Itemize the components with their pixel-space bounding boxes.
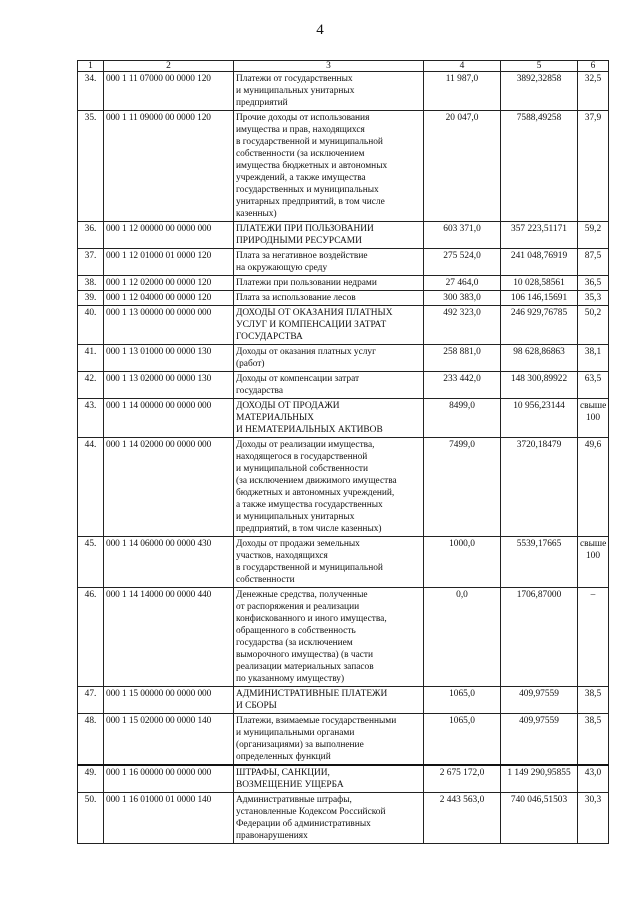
planned-amount: 1065,0: [424, 714, 501, 766]
planned-amount: 2 443 563,0: [424, 793, 501, 844]
percent-executed: 38,5: [578, 714, 609, 766]
revenue-name: Прочие доходы от использования имущества и прав, находящихся в государственной и муниципальной собственности (за исключением имущества бюджетных и автономных учреждений, а также имущества государственных и муниципальных унитарных предприятий, в том числе казенных): [234, 111, 424, 222]
table-row: [78, 276, 609, 291]
budget-code: 000 1 14 00000 00 0000 000: [104, 399, 234, 438]
budget-code: 000 1 12 00000 00 0000 000: [104, 222, 234, 249]
row-number: 46.: [78, 588, 104, 687]
row-number: 36.: [78, 222, 104, 249]
percent-executed: 30,3: [578, 793, 609, 844]
percent-executed: 43,0: [578, 765, 609, 793]
planned-amount: 11 987,0: [424, 72, 501, 111]
header-row: [78, 61, 609, 72]
percent-executed: 38,5: [578, 687, 609, 714]
table-row: [78, 111, 609, 222]
column-header: 3: [234, 61, 424, 72]
row-number: 44.: [78, 438, 104, 537]
actual-amount: 10 028,58561: [501, 276, 578, 291]
actual-amount: 10 956,23144: [501, 399, 578, 438]
actual-amount: 3720,18479: [501, 438, 578, 537]
actual-amount: 246 929,76785: [501, 306, 578, 345]
column-header: 2: [104, 61, 234, 72]
budget-code: 000 1 12 02000 00 0000 120: [104, 276, 234, 291]
percent-executed: 35,3: [578, 291, 609, 306]
row-number: 38.: [78, 276, 104, 291]
actual-amount: 106 146,15691: [501, 291, 578, 306]
row-number: 41.: [78, 345, 104, 372]
table-row: [78, 372, 609, 399]
percent-executed: 38,1: [578, 345, 609, 372]
table-row: [78, 306, 609, 345]
actual-amount: 740 046,51503: [501, 793, 578, 844]
planned-amount: 258 881,0: [424, 345, 501, 372]
budget-code: 000 1 11 09000 00 0000 120: [104, 111, 234, 222]
column-header: 6: [578, 61, 609, 72]
budget-code: 000 1 11 07000 00 0000 120: [104, 72, 234, 111]
table-row: [78, 537, 609, 588]
row-number: 40.: [78, 306, 104, 345]
planned-amount: 1065,0: [424, 687, 501, 714]
actual-amount: 148 300,89922: [501, 372, 578, 399]
revenue-name: Доходы от реализации имущества, находящегося в государственной и муниципальной собственности (за исключением движимого имущества бюджетных и автономных учреждений, а также имущества государственных и муниципальных унитарных предприятий, в том числе казенных): [234, 438, 424, 537]
actual-amount: 3892,32858: [501, 72, 578, 111]
revenue-name: Административные штрафы, установленные Кодексом Российской Федерации об административных правонарушениях: [234, 793, 424, 844]
budget-code: 000 1 12 01000 01 0000 120: [104, 249, 234, 276]
table-row: [78, 714, 609, 766]
budget-code: 000 1 15 00000 00 0000 000: [104, 687, 234, 714]
planned-amount: 20 047,0: [424, 111, 501, 222]
revenue-name: ШТРАФЫ, САНКЦИИ, ВОЗМЕЩЕНИЕ УЩЕРБА: [234, 765, 424, 793]
row-number: 47.: [78, 687, 104, 714]
planned-amount: 300 383,0: [424, 291, 501, 306]
planned-amount: 603 371,0: [424, 222, 501, 249]
percent-executed: 59,2: [578, 222, 609, 249]
percent-executed: 36,5: [578, 276, 609, 291]
table-row: [78, 291, 609, 306]
actual-amount: 7588,49258: [501, 111, 578, 222]
row-number: 34.: [78, 72, 104, 111]
revenue-name: Доходы от компенсации затрат государства: [234, 372, 424, 399]
revenue-name: ДОХОДЫ ОТ ОКАЗАНИЯ ПЛАТНЫХ УСЛУГ И КОМПЕНСАЦИИ ЗАТРАТ ГОСУДАРСТВА: [234, 306, 424, 345]
table-row: [78, 249, 609, 276]
planned-amount: 275 524,0: [424, 249, 501, 276]
table-row: [78, 345, 609, 372]
row-number: 42.: [78, 372, 104, 399]
percent-executed: 49,6: [578, 438, 609, 537]
budget-code: 000 1 16 00000 00 0000 000: [104, 765, 234, 793]
percent-executed: свыше 100: [578, 399, 609, 438]
revenue-name: Денежные средства, полученные от распоряжения и реализации конфискованного и иного имущества, обращенного в собственность государства (за исключением выморочного имущества) (в части реализации материальных запасов по указанному имуществу): [234, 588, 424, 687]
revenue-name: Доходы от оказания платных услуг (работ): [234, 345, 424, 372]
budget-code: 000 1 14 14000 00 0000 440: [104, 588, 234, 687]
row-number: 35.: [78, 111, 104, 222]
column-header: 1: [78, 61, 104, 72]
budget-code: 000 1 13 02000 00 0000 130: [104, 372, 234, 399]
actual-amount: 409,97559: [501, 687, 578, 714]
revenue-name: Платежи при пользовании недрами: [234, 276, 424, 291]
planned-amount: 0,0: [424, 588, 501, 687]
percent-executed: 37,9: [578, 111, 609, 222]
table-row: [78, 72, 609, 111]
revenue-name: ДОХОДЫ ОТ ПРОДАЖИ МАТЕРИАЛЬНЫХ И НЕМАТЕРИАЛЬНЫХ АКТИВОВ: [234, 399, 424, 438]
budget-code: 000 1 14 06000 00 0000 430: [104, 537, 234, 588]
table-row: [78, 765, 609, 793]
row-number: 49.: [78, 765, 104, 793]
revenue-name: Доходы от продажи земельных участков, находящихся в государственной и муниципальной собственности: [234, 537, 424, 588]
percent-executed: 50,2: [578, 306, 609, 345]
revenue-name: Плата за негативное воздействие на окружающую среду: [234, 249, 424, 276]
table-row: [78, 793, 609, 844]
revenue-name: Плата за использование лесов: [234, 291, 424, 306]
table-row: [78, 438, 609, 537]
planned-amount: 492 323,0: [424, 306, 501, 345]
planned-amount: 8499,0: [424, 399, 501, 438]
actual-amount: 1706,87000: [501, 588, 578, 687]
row-number: 37.: [78, 249, 104, 276]
revenue-name: Платежи от государственных и муниципальных унитарных предприятий: [234, 72, 424, 111]
planned-amount: 7499,0: [424, 438, 501, 537]
table-row: [78, 687, 609, 714]
table-row: [78, 399, 609, 438]
row-number: 45.: [78, 537, 104, 588]
row-number: 43.: [78, 399, 104, 438]
percent-executed: свыше 100: [578, 537, 609, 588]
actual-amount: 409,97559: [501, 714, 578, 766]
revenue-table: [77, 60, 609, 844]
budget-code: 000 1 15 02000 00 0000 140: [104, 714, 234, 766]
percent-executed: 63,5: [578, 372, 609, 399]
planned-amount: 1000,0: [424, 537, 501, 588]
percent-executed: –: [578, 588, 609, 687]
table-row: [78, 222, 609, 249]
actual-amount: 1 149 290,95855: [501, 765, 578, 793]
actual-amount: 241 048,76919: [501, 249, 578, 276]
row-number: 39.: [78, 291, 104, 306]
percent-executed: 87,5: [578, 249, 609, 276]
column-header: 5: [501, 61, 578, 72]
budget-code: 000 1 13 01000 00 0000 130: [104, 345, 234, 372]
budget-code: 000 1 13 00000 00 0000 000: [104, 306, 234, 345]
column-header: 4: [424, 61, 501, 72]
actual-amount: 5539,17665: [501, 537, 578, 588]
revenue-name: АДМИНИСТРАТИВНЫЕ ПЛАТЕЖИ И СБОРЫ: [234, 687, 424, 714]
budget-code: 000 1 12 04000 00 0000 120: [104, 291, 234, 306]
revenue-name: Платежи, взимаемые государственными и муниципальными органами (организациями) за выполнение определенных функций: [234, 714, 424, 766]
actual-amount: 98 628,86863: [501, 345, 578, 372]
planned-amount: 233 442,0: [424, 372, 501, 399]
page-number: 4: [316, 22, 324, 38]
actual-amount: 357 223,51171: [501, 222, 578, 249]
row-number: 50.: [78, 793, 104, 844]
revenue-name: ПЛАТЕЖИ ПРИ ПОЛЬЗОВАНИИ ПРИРОДНЫМИ РЕСУРСАМИ: [234, 222, 424, 249]
percent-executed: 32,5: [578, 72, 609, 111]
table-row: [78, 588, 609, 687]
planned-amount: 2 675 172,0: [424, 765, 501, 793]
budget-code: 000 1 14 02000 00 0000 000: [104, 438, 234, 537]
planned-amount: 27 464,0: [424, 276, 501, 291]
budget-code: 000 1 16 01000 01 0000 140: [104, 793, 234, 844]
row-number: 48.: [78, 714, 104, 766]
